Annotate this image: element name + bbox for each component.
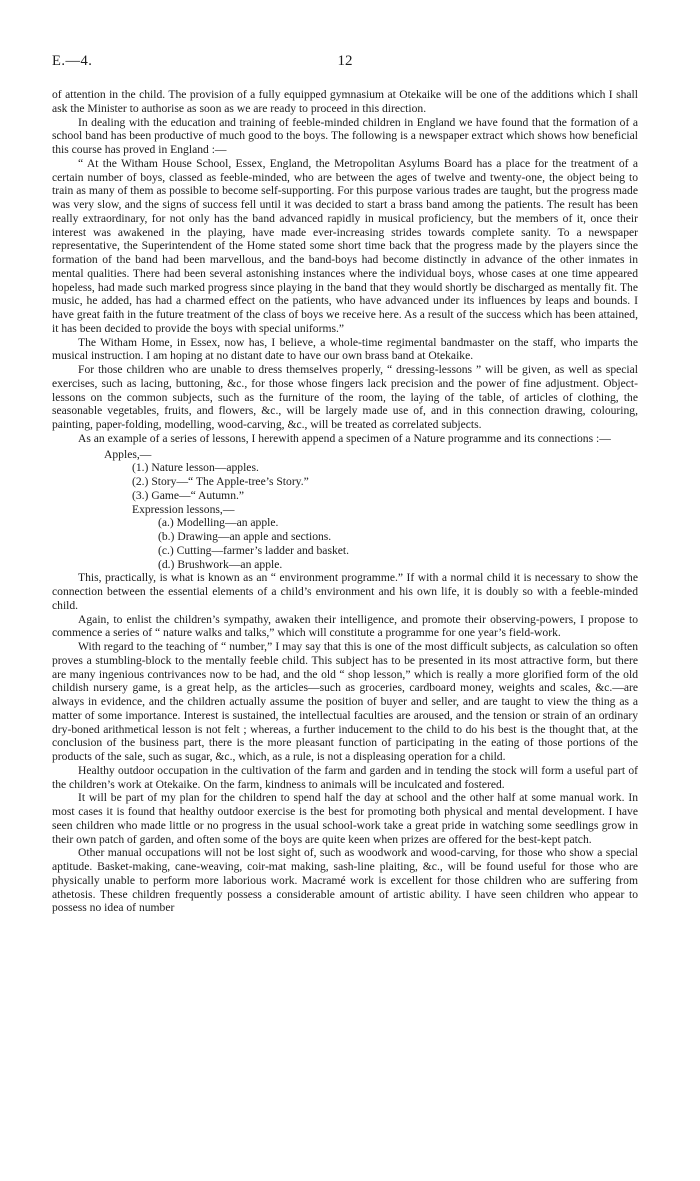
paragraph-newspaper-quote: “ At the Witham House School, Essex, England, the Metropolitan Asylums Board has a place for the treatment of a certain number of boys, classed as feeble-minded, who are between the ages of twelve and twenty-one, the object being to train as many of them as possible to become self-supporting. For this purpose various trades are taught, but the progress made was very slow, and the signs of success fell until it was decided to start a brass band among the patients. The result has been really extraordinary, for not only has the band advanced rapidly in musical proficiency, but the members of it, once their interest was awakened in the playing, have made ever-increasing strides towards complete sanity. To a newspaper representative, the Superintendent of the Home stated some short time back that the progress made by the players since the formation of the band had been marvellous, and the band-boys had become distinctly in advance of the other inmates in mental qualities. There had been several astonishing instances where the individual boys, whose cases at one time appeared hopeless, had made such marked progress since playing in the band that they would shortly be discharged as mentally fit. The music, he added, has had a charmed effect on the patients, who have advanced under its influences by leaps and bounds. I have great faith in the future treatment of the class of boys we receive here. As a result of the success which has been attained, it has been decided to provide the boys with special uniforms.” bbox=[52, 156, 638, 335]
paragraph-continued: of attention in the child. The provision of a fully equipped gymnasium at Otekaike will be one of the additions which I shall ask the Minister to authorise as soon as we are ready to proceed in this direction. bbox=[52, 88, 638, 115]
series-number: E.—4. bbox=[52, 53, 93, 69]
paragraph-outdoor-occupation: Healthy outdoor occupation in the cultivation of the farm and garden and in tending the stock will form a useful part of the children’s work at Otekaike. On the farm, kindness to animals will be inculcated and fostered. bbox=[52, 763, 638, 791]
list-item: (3.) Game—“ Autumn.” bbox=[132, 488, 245, 502]
paragraph-dressing-lessons: For those children who are unable to dress themselves properly, “ dressing-lessons ” will be given, as well as special exercises, such as lacing, buttoning, &c., for those whose fingers lack precision and the power of fine adjustment. Object-lessons on the common subjects, such as the furniture of the room, the laying of the table, of articles of clothing, the seasonable vegetables, fruits, and flowers, &c., will be largely made use of, and in this connection drawing, colouring, painting, paper-folding, modelling, wood-carving, &c., will be treated as correlated subjects. bbox=[52, 363, 638, 431]
page-header bbox=[52, 52, 638, 88]
paragraph-witham-home: The Witham Home, in Essex, now has, I believe, a whole-time regimental bandmaster on the staff, who imparts the musical instruction. I am hoping at no distant date to have our own brass band at Otekaike. bbox=[52, 335, 638, 363]
list-sub-item: (b.) Drawing—an apple and sections. bbox=[158, 530, 332, 543]
paragraph-number-teaching: With regard to the teaching of “ number,” I may say that this is one of the most difficult subjects, as calculation so often proves a stumbling-block to the mentally feeble child. This subject has to be presented in its most attractive form, but there are many ingenious contrivances now to be had, and the old “ shop lesson,” which is really a more glorified form of the old childish nursery game, is a great help, as the articles—such as groceries, cardboard money, weights and scales, &c.—are always in evidence, and the children actually assume the position of buyer and seller, and are taught to view the thing as a matter of some importance. Interest is sustained, the intellectual faculties are aroused, and the tension or strain of an ordinary dry-boned arithmetical lesson is not felt ; whereas, a further inducement to the child to do his best is the thought that, at the conclusion of the business part, there is the more pleasant function of participating in the eating of those portions of the products of the sale, such as sugar, &c., which, as a rule, is not a displeasing operation for a child. bbox=[52, 640, 638, 763]
nature-programme-list bbox=[52, 448, 638, 572]
list-sub-item: (d.) Brushwork—an apple. bbox=[158, 557, 283, 571]
list-sub-heading: Expression lessons,— bbox=[132, 502, 235, 516]
page-number: 12 bbox=[337, 53, 353, 69]
list-sub-item: (a.) Modelling—an apple. bbox=[158, 516, 279, 530]
list-sub-item: (c.) Cutting—farmer’s ladder and basket. bbox=[158, 543, 350, 557]
paragraph-other-occupations: Other manual occupations will not be lost sight of, such as woodwork and wood-carving, for those who show a special aptitude. Basket-making, cane-weaving, coir-mat making, sash-line plaiting, &c., will be found useful for those who are physically unable to perform more laborious work. Macramé work is excellent for those children who are suffering from athetosis. These children frequently possess a considerable amount of artistic ability. I have seen children who appear to possess no idea of number bbox=[52, 846, 638, 915]
paragraph-nature-walks: Again, to enlist the children’s sympathy, awaken their intelligence, and promote their observing-powers, I propose to commence a series of “ nature walks and talks,” which will constitute a programme for one year’s field-work. bbox=[52, 612, 638, 640]
list-heading: Apples,— bbox=[104, 447, 152, 461]
paragraph-environment-programme: This, practically, is what is known as an “ environment programme.” If with a normal child it is necessary to show the connection between the essential elements of a child’s environment and his own life, it is doubly so with a feeble-minded child. bbox=[52, 571, 638, 612]
paragraph-school-band: In dealing with the education and training of feeble-minded children in England we have found that the formation of a school band has been productive of much good to the boys. The following is a newspaper extract which shows how beneficial this course has proved in England :— bbox=[52, 115, 638, 156]
paragraph-nature-programme: As an example of a series of lessons, I herewith append a specimen of a Nature programme and its connections :— bbox=[78, 431, 611, 445]
paragraph-manual-work: It will be part of my plan for the children to spend half the day at school and the other half at some manual work. In most cases it is found that healthy outdoor exercise is the best for promoting both physical and mental development. I have seen children who made little or no progress in the usual school-work take a great pride in watching some seedlings grow in their own patch of garden, and often some of the boys are quite keen when prizes are offered for the best-kept patch. bbox=[52, 791, 638, 846]
list-item: (1.) Nature lesson—apples. bbox=[132, 461, 259, 475]
list-item: (2.) Story—“ The Apple-tree’s Story.” bbox=[132, 475, 309, 488]
